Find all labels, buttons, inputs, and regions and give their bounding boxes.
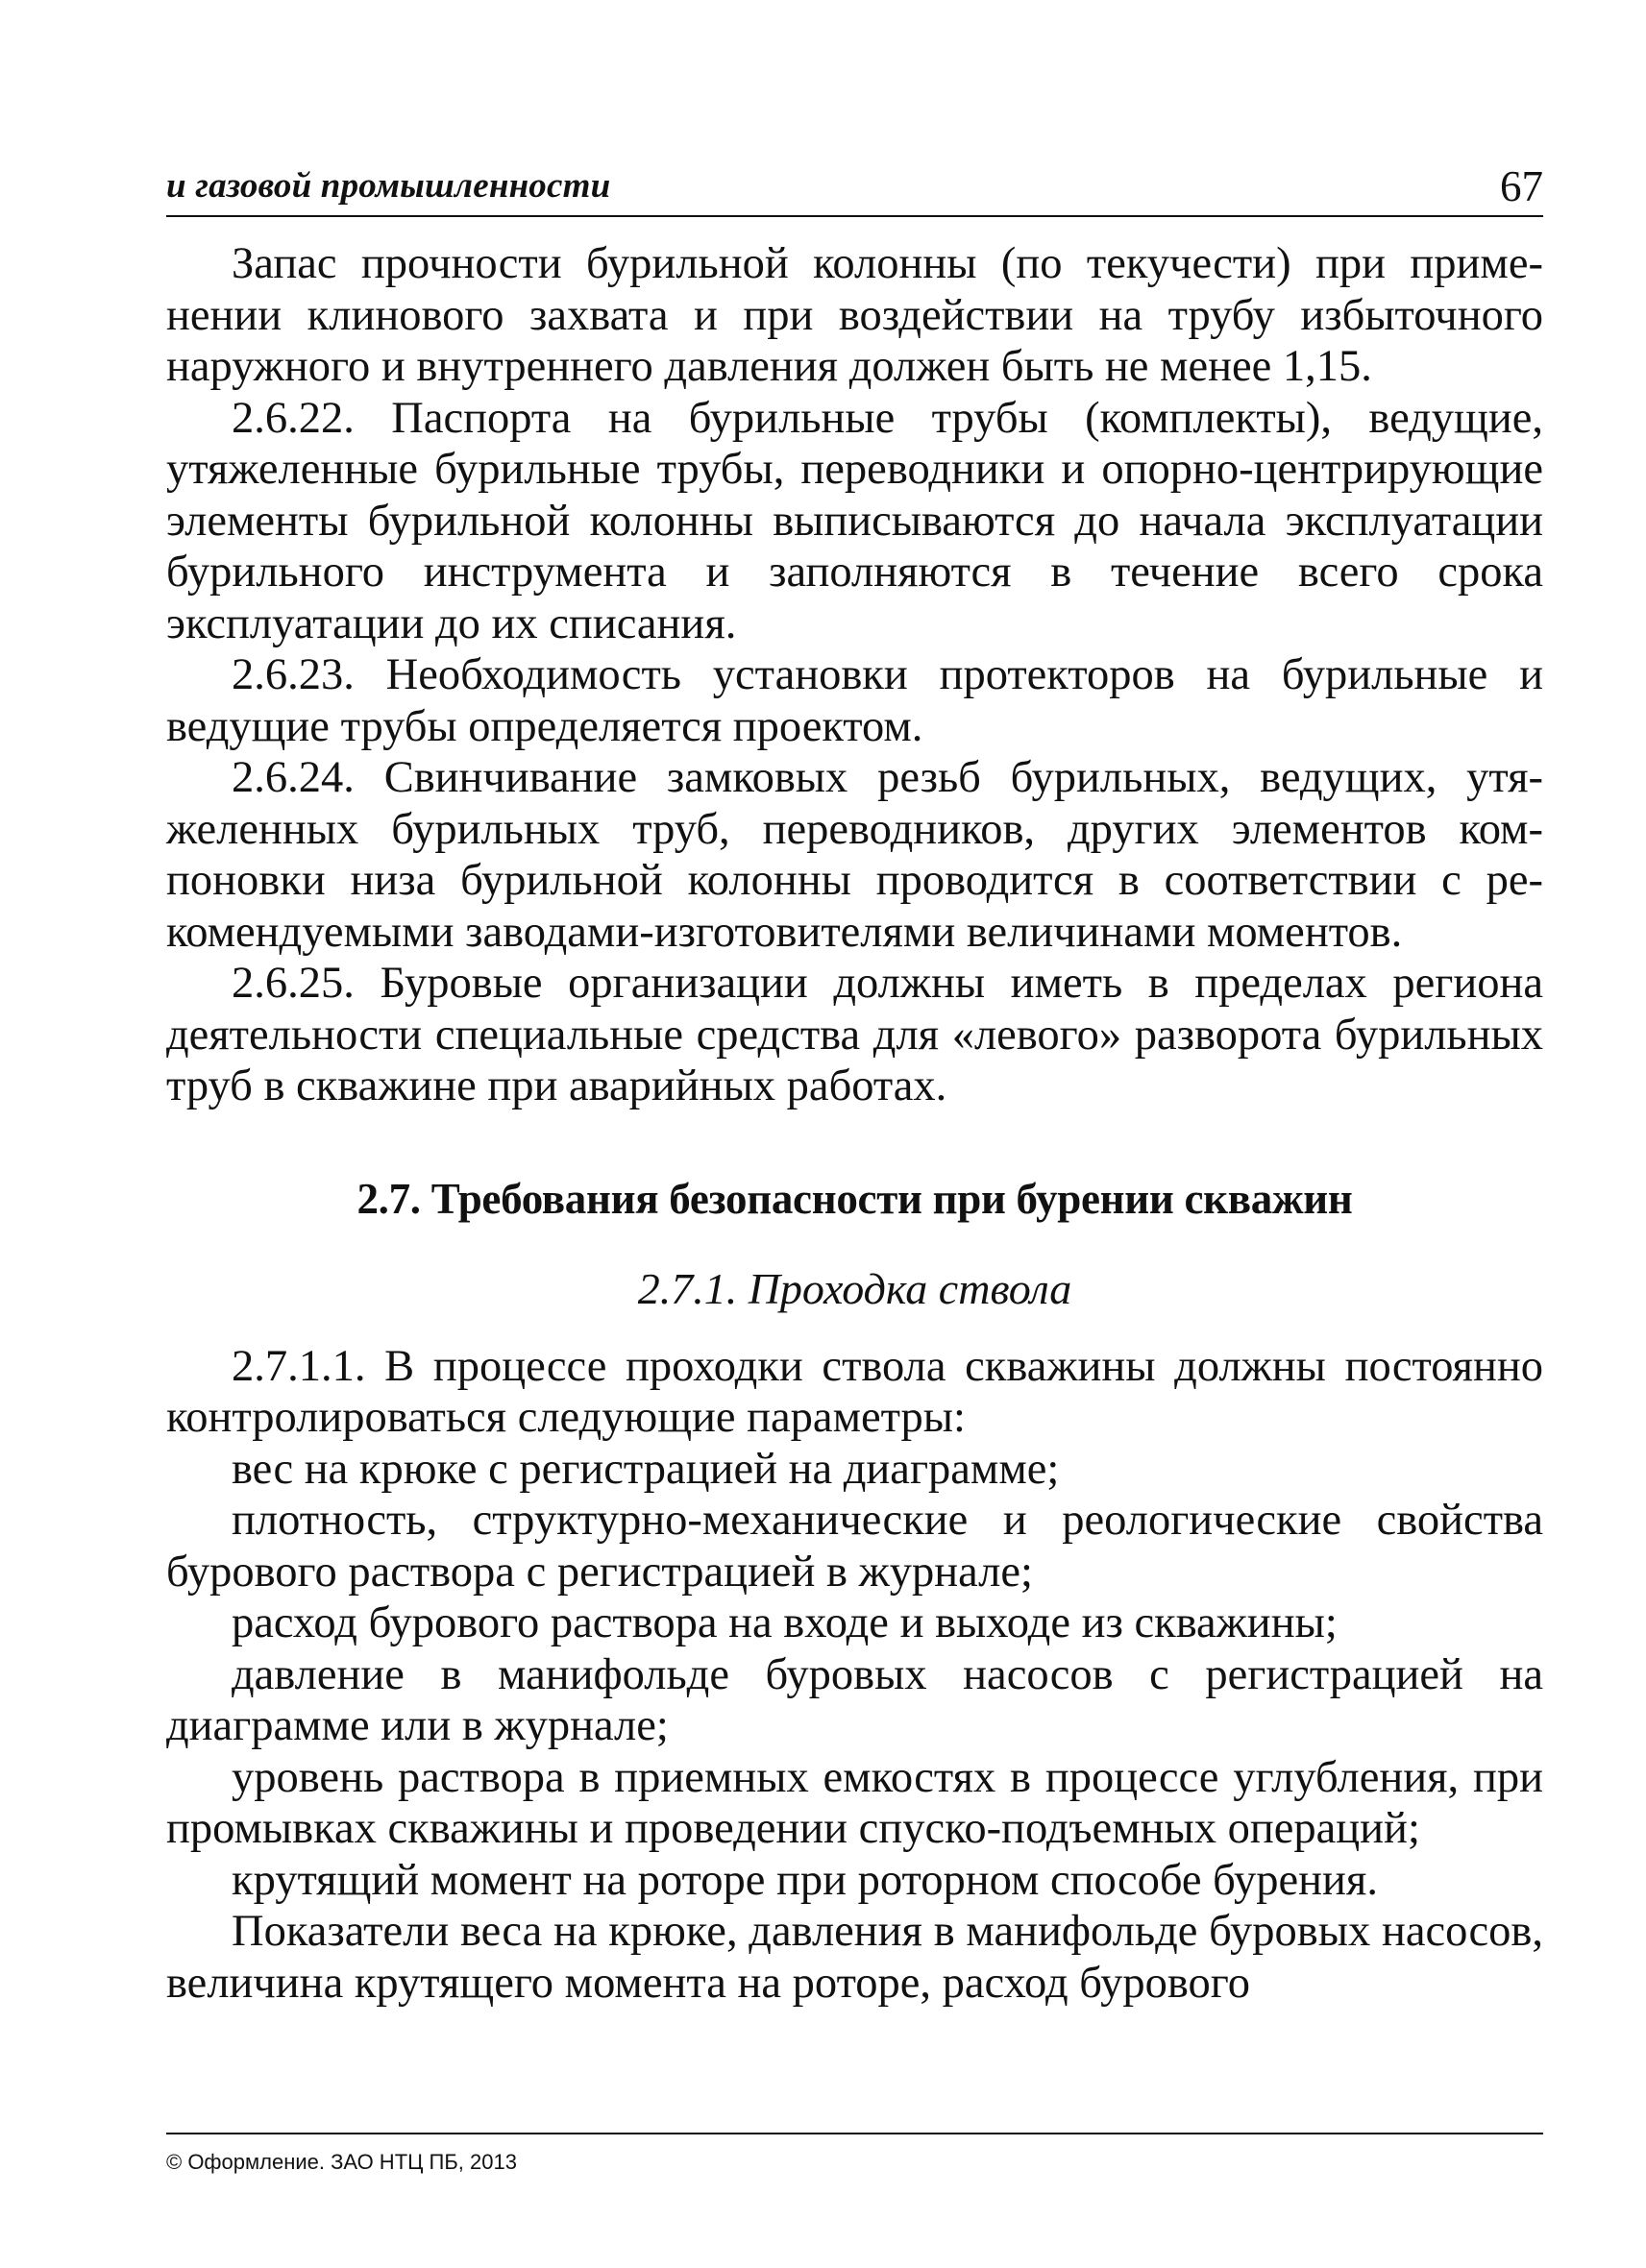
paragraph: 2.6.22. Паспорта на бурильные трубы (комплекты), ведущие, утяжеленные бурильные трубы, переводники и опорно-центрирующие элементы бурильной колонны выписываются до начала эксплуатации бурильного инструмента и заполняются в течение всего срока эксплуатации до их списания. [166, 393, 1543, 648]
list-item: крутящий момент на роторе при роторном способе бурения. [232, 1855, 1378, 1905]
running-header [166, 161, 1543, 217]
list-item: расход бурового раствора на входе и выходе из скважины; [232, 1598, 1338, 1647]
paragraph: Запас прочности бурильной колонны (по текучести) при применении клинового захвата и при воздействии на трубу избыточного наружного и внутреннего давления должен быть не менее 1,15. [166, 239, 1543, 391]
paragraph: 2.6.24. Свинчивание замковых резьб бурильных, ведущих, утяжеленных бурильных труб, переводников, других элементов компоновки низа бурильной колонны проводится в соответствии с рекомендуемыми заводами-изготовителями величинами моментов. [166, 753, 1543, 957]
list-item: плотность, структурно-механические и реологические свойства бурового раствора с регистрацией в журнале; [166, 1496, 1543, 1597]
list-item: уровень раствора в приемных емкостях в процессе углубления, при промывках скважины и проведении спуско-подъемных операций; [166, 1752, 1543, 1853]
section-heading: 2.7. Требования безопасности при бурении скважин [356, 1174, 1353, 1223]
page-number: 67 [1500, 162, 1543, 210]
body-text [166, 238, 1543, 2009]
footer-copyright: © Оформление. ЗАО НТЦ ПБ, 2013 [166, 2133, 1543, 2175]
paragraph: 2.6.25. Буровые организации должны иметь в пределах региона деятельности специальные средства для «левого» разворота бурильных труб в скважине при аварийных работах. [166, 959, 1543, 1110]
paragraph: Показатели веса на крюке, давления в манифольде буровых насосов, величина крутящего момента на роторе, расход бурового [166, 1907, 1543, 2008]
list-item: давление в манифольде буровых насосов с регистрацией на диаграмме или в журнале; [166, 1649, 1543, 1750]
list-item: вес на крюке с регистрацией на диаграмме; [232, 1444, 1060, 1494]
paragraph: 2.6.23. Необходимость установки протекторов на бурильные и ведущие трубы определяется проектом. [166, 650, 1543, 751]
subsection-heading: 2.7.1. Проходка ствола [637, 1263, 1072, 1313]
running-header-title: и газовой промышленности [166, 166, 611, 206]
paragraph: 2.7.1.1. В процессе проходки ствола скважины должны постоянно контролироваться следующие параметры: [166, 1341, 1543, 1442]
